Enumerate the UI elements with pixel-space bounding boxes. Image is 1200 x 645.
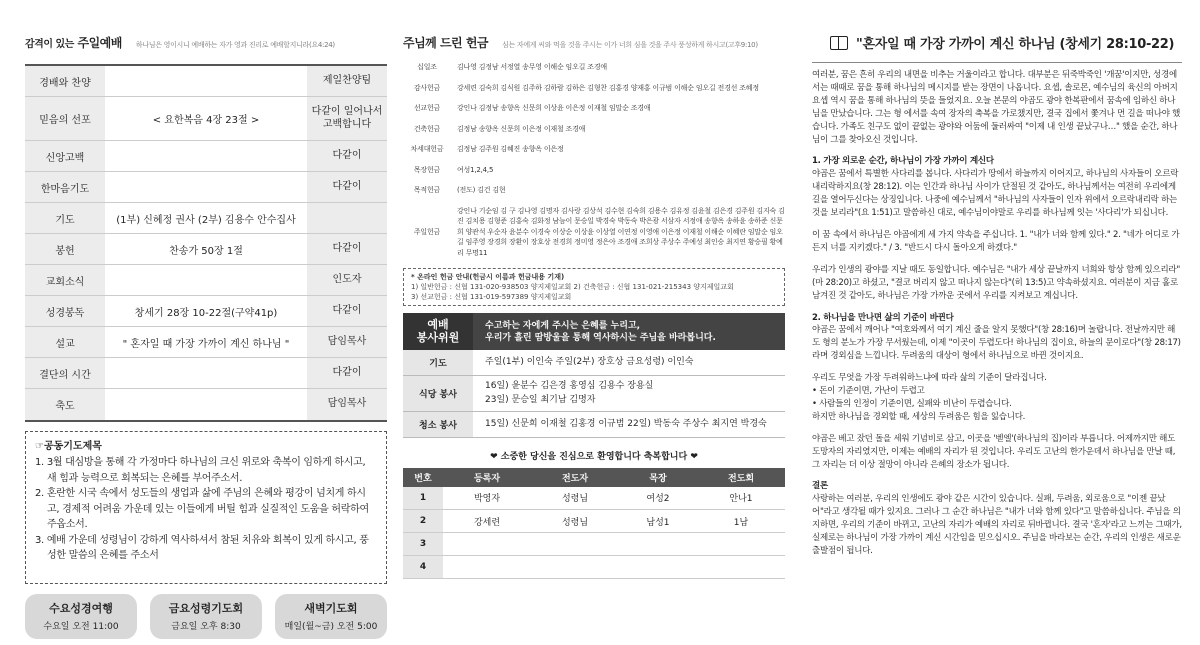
offering-row: 차세대헌금 김정남 김주원 김혜진 송향옥 이은정 bbox=[410, 145, 564, 153]
sermon-column bbox=[812, 0, 1182, 645]
worship-row: 설교 " 혼자일 때 가장 가까이 계신 하나님 " 담임목사 bbox=[25, 327, 387, 358]
meeting-dawn: 새벽기도회 매일(월~금) 오전 5:00 bbox=[275, 594, 387, 639]
meetings bbox=[25, 594, 387, 639]
meeting-friday: 금요성령기도회 금요일 오후 8:30 bbox=[150, 594, 262, 639]
meeting-wednesday: 수요성경여행 수요일 오전 11:00 bbox=[25, 594, 137, 639]
volunteer-row: 청소 봉사 15일) 신문희 이재철 김홍경 이규범 22일) 박동숙 주상수 최지연 박경숙 bbox=[403, 412, 785, 438]
volunteer-header: 예배 봉사위원 수고하는 자에게 주시는 은혜를 누리고, 우리가 흘린 땀방울을 통해 역사하시는 주님을 바라봅니다. bbox=[403, 313, 785, 350]
column-header: 전도회 bbox=[697, 468, 785, 487]
order-of-worship-table bbox=[25, 64, 387, 422]
welcome-message: ❤ 소중한 당신을 진심으로 환영합니다 축복합니다 ❤ bbox=[490, 451, 698, 462]
column-header: 번호 bbox=[403, 468, 443, 487]
worship-row: 한마음기도 다같이 bbox=[25, 172, 387, 203]
sermon-heading: 결론 bbox=[812, 481, 828, 492]
prayer-item: 1. 3월 대심방을 통해 각 가정마다 하나님의 크신 위로와 축복이 임하게 하시고, 새 힘과 능력으로 회복되는 은혜를 부어주소서. bbox=[35, 457, 366, 484]
worship-row: 경배와 찬양 제일찬양팀 bbox=[25, 66, 387, 97]
worship-row: 봉헌 찬송가 50장 1절 다같이 bbox=[25, 234, 387, 265]
newcomer-row: 1 박영자 성령님 여성2 안나1 bbox=[403, 487, 785, 510]
offering-row: 선교헌금 강인나 김정남 송향옥 신문희 이상윤 이은정 이재철 임말순 조경애 bbox=[413, 104, 651, 112]
offering-row: 십일조 김나영 김정남 서정열 송무영 이해순 임오길 조경애 bbox=[417, 63, 607, 71]
prayer-item: 2. 혼란한 시국 속에서 성도들의 생업과 삶에 주님의 은혜와 평강이 넘치게 하시고, 경제적 어려움 가운데 있는 이들에게 버틸 힘과 실질적인 도움을 허락하여 주옵소서. bbox=[35, 488, 369, 530]
newcomer-row: 3 bbox=[403, 533, 785, 556]
worship-row: 기도 (1부) 신혜정 권사 (2부) 김용수 안수집사 bbox=[25, 203, 387, 234]
volunteer-row: 식당 봉사 16일) 윤분수 김은경 홍영심 김용수 장용실 23일) 문승일 최기남 김명자 bbox=[403, 376, 785, 411]
sermon-title: "혼자일 때 가장 가까이 계신 하나님 (창세기 28:10-22) bbox=[812, 33, 1182, 52]
offering-verse: 심는 자에게 씨와 먹을 것을 주시는 이가 너희 심을 것을 주사 풍성하게 하시고(고후9:10) bbox=[502, 41, 758, 49]
online-offering-info: * 온라인 헌금 안내(헌금시 이름과 헌금내용 기재) 1) 일반헌금 : 신협 131-020-938503 양지제일교회 2) 건축헌금 : 신협 131-021-215343 양지제일교회 3) 선교헌금 : 신협 131-019-597389 양지제일교회 bbox=[403, 268, 785, 306]
newcomer-row: 4 bbox=[403, 556, 785, 579]
worship-row: 축도 담임목사 bbox=[25, 389, 387, 420]
offering-list bbox=[403, 62, 785, 258]
worship-row: 성경봉독 창세기 28장 10-22절(구약41p) 다같이 bbox=[25, 296, 387, 327]
worship-title: 감격이 있는 주일예배 bbox=[25, 36, 122, 50]
prayer-title: ☞공동기도제목 bbox=[35, 441, 102, 452]
offering-column bbox=[403, 0, 785, 645]
newcomer-row: 2 강세련 성령님 남성1 1남 bbox=[403, 510, 785, 533]
offering-row: 주일헌금 강인나 기순임 김 구 김나영 김명자 김사랑 김상석 김수현 김숙희 김용수 김유정 김윤철 김은경 김주원 김지숙 김 진 김치용 김형준 김홍숙 김화정 남늠이 문승일 박경숙 박동숙 박은광 서삼자 서정애 송향옥 송하윤 송하준 신문희 양관석 우순자 윤분수 이경숙 이상순 이상윤 이상열 이연정 이영애 이은정 이재철 이해순 이혜란 임말순 임오길 임주영 장경희 장환이 장호상 전경희 정미영 정은아 조경애 조희상 주상수 주예성 최인승 최지연 황승필 황예리 무명11 bbox=[413, 206, 785, 257]
sermon-heading: 1. 가장 외로운 순간, 하나님이 가장 가까이 계신다 bbox=[812, 156, 994, 167]
worship-column bbox=[25, 0, 387, 645]
offering-row: 건축헌금 김정남 송향옥 신문희 이은정 이재철 조경애 bbox=[413, 124, 586, 133]
offering-title: 주님께 드린 헌금 bbox=[403, 36, 489, 50]
volunteer-table bbox=[403, 350, 785, 437]
offering-row: 목장헌금 여성1,2,4,5 bbox=[413, 165, 494, 174]
sermon-heading: 2. 하나님을 만나면 삶의 기준이 바뀐다 bbox=[812, 312, 954, 323]
prayer-item: 3. 예배 가운데 성령님이 강하게 역사하셔서 참된 치유와 회복이 있게 하시고, 풍성한 말씀의 은혜를 주소서 bbox=[35, 534, 369, 561]
volunteer-row: 기도 주일(1부) 이인숙 주일(2부) 장호상 금요성령) 이인숙 bbox=[403, 350, 785, 376]
offering-row: 목적헌금 (전도) 김건 김현 bbox=[413, 186, 506, 194]
worship-row: 믿음의 선포 < 요한복음 4장 23절 > 다같이 일어나서 고백합니다 bbox=[25, 97, 387, 141]
worship-verse: 하나님은 영이시니 예배하는 자가 영과 진리로 예배할지니라(요4:24) bbox=[135, 41, 335, 49]
column-header: 등록자 bbox=[443, 468, 531, 487]
sermon-body: 여러분, 꿈은 흔히 우리의 내면을 비추는 거울이라고 합니다. 대부분은 뒤죽박죽인 '개꿈'이지만, 성경에서는 때때로 꿈을 통해 하나님의 메시지를 받는 장면이 나옵니다. 요셉, 솔로몬, 예수님의 육신의 아버지 요셉 역시 꿈을 통해 하나님의 뜻을 들었지요. 오늘 본문의 야곱도 광야 한복판에서 꿈속에 임하신 하나님을 만났습니다. 그는 형 에서를 속여 장자의 축복을 가로챘지만, 결국 집에서 쫓겨나 먼 길을 떠나야 했습니다. 가족도 친구도 없이 끝없는 광야와 어둠에 둘러싸여 "이제 내 인생 끝났구나…" 했을 순간, 하나님이 그를 찾아오신 것입니다. 1. 가장 외로운 순간, 하나님이 가장 가까이 계신다 야곱은 꿈에서 특별한 사다리를 봅니다. 사다리가 땅에서 하늘까지 이어지고, 하나님의 사자들이 오르락내리락하지요(창 28:12). 이는 인간과 하나님 사이가 단절된 것 같아도, 하나님께서는 여전히 우리에게 길을 열어두신다는 상징입니다. 나중에 예수님께서 "하나님의 사자들이 인자 위에서 오르락내리락 하는 것을 보리라"(요 1:51)고 말씀하신 대로, 예수님이야말로 우리를 하나님께 잇는 '사다리'가 되십니다. 이 꿈 속에서 하나님은 야곱에게 세 가지 약속을 주십니다. 1. "내가 너와 함께 있다." 2. "네가 어디로 가든지 너를 지키겠다." / 3. "반드시 다시 돌아오게 하겠다." 우리가 인생의 광야를 지날 때도 동일합니다. 예수님은 "내가 세상 끝날까지 너희와 항상 함께 있으리라"(마 28:20)고 하셨고, "결코 버리지 않고 떠나지 않는다"(히 13:5)고 약속하셨지요. 여러분이 지금 홀로 남겨진 것 같아도, 하나님은 가장 가까운 곳에서 우리를 지켜보고 계십니다. 2. 하나님을 만나면 삶의 기준이 바뀐다 야곱은 꿈에서 깨어나 "여호와께서 여기 계신 줄을 알지 못했다"(창 28:16)며 놀랍니다. 전날까지만 해도 형의 분노가 가장 무서웠는데, 이제 "이곳이 두렵도다! 하나님의 집이요, 하늘의 문이로다"(창 28:17)라며 경외심을 느낍니다. 두려움의 대상이 형에서 하나님으로 바뀐 것이지요. 우리도 무엇을 가장 두려워하느냐에 따라 삶의 기준이 달라집니다. • 돈이 기준이면, 가난이 두렵고 • 사람들의 인정이 기준이면, 실패와 비난이 두렵습니다. 하지만 하나님을 경외할 때, 세상의 두려움은 힘을 잃습니다. 야곱은 베고 잤던 돌을 세워 기념비로 삼고, 이곳을 '벧엘'(하나님의 집)이라 부릅니다. 어제까지만 해도 도망자의 자리였지만, 이제는 예배의 자리가 된 것입니다. 우리도 고난의 한가운데서 하나님을 만날 때, 그 자리는 더 이상 절망이 아니라 은혜의 장소가 됩니다. 결론 사랑하는 여러분, 우리의 인생에도 광야 같은 시간이 있습니다. 실패, 두려움, 외로움으로 "이젠 끝났어"라고 생각될 때가 있지요. 그러나 그 순간 하나님은 "내가 너와 함께 있다"고 말씀하십니다. 주님을 의지하면, 우리의 기준이 바뀌고, 고난의 자리가 예배의 자리로 뒤바뀝니다. 결국 '혼자'라고 느끼는 그때가, 실제로는 하나님이 가장 가까이 계신 시간임을 믿으십시오. 주님을 바라보는 순간, 우리의 인생은 새로운 출발점이 됩니다. bbox=[812, 70, 1182, 556]
prayer-requests-box bbox=[25, 431, 387, 584]
column-header: 전도자 bbox=[531, 468, 619, 487]
worship-row: 신앙고백 다같이 bbox=[25, 141, 387, 172]
column-header: 목장 bbox=[619, 468, 697, 487]
newcomer-table bbox=[403, 468, 785, 580]
offering-header bbox=[403, 34, 785, 52]
offering-row: 감사헌금 강세련 김숙희 김식원 김주하 김하람 김하은 김형찬 김홍경 양재홍 이규범 이해순 임오길 전경선 조혜정 bbox=[413, 83, 759, 92]
book-icon bbox=[830, 36, 848, 49]
worship-header bbox=[25, 34, 387, 52]
worship-row: 결단의 시간 다같이 bbox=[25, 358, 387, 389]
worship-row: 교회소식 인도자 bbox=[25, 265, 387, 296]
